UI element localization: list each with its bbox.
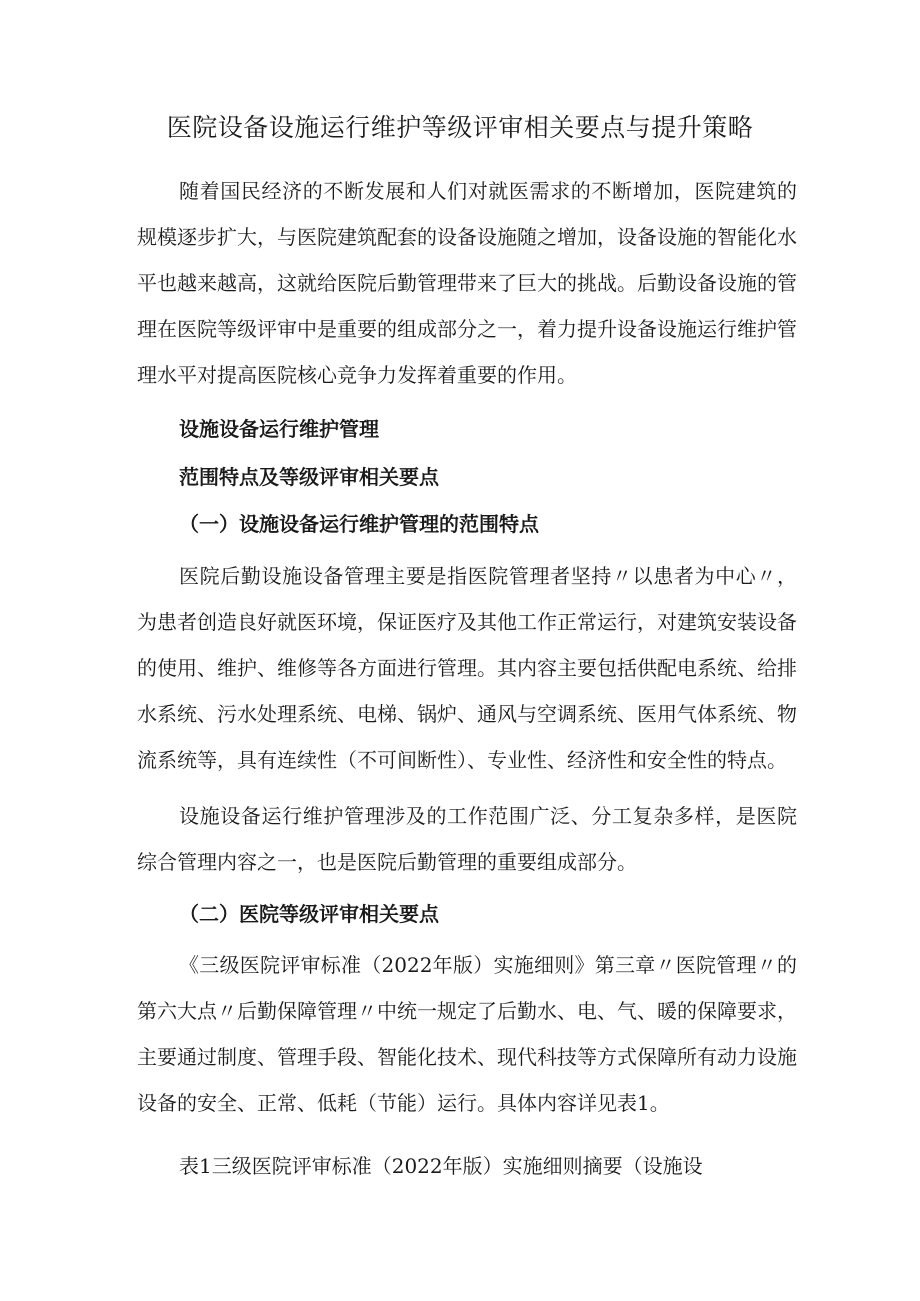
subsection-2-title: （二）医院等级评审相关要点 (179, 902, 439, 926)
subsection-1-title: （一）设施设备运行维护管理的范围特点 (179, 512, 539, 536)
section-heading-1: 设施设备运行维护管理 (179, 417, 379, 441)
document-title: 医院设备设施运行维护等级评审相关要点与提升策略 (166, 113, 754, 142)
table-caption: 表1三级医院评审标准（2022年版）实施细则摘要（设施设 (179, 1154, 703, 1178)
subsection-2-paragraph-1: 《三级医院评审标准（2022年版）实施细则》第三章〃医院管理〃的第六大点〃后勤保障管理〃中统一规定了后勤水、电、气、暖的保障要求，主要通过制度、管理手段、智能化技术、现代科技等方式保障所有动力设施设备的安全、正常、低耗（节能）运行。具体内容详见表1。 (137, 953, 797, 1115)
intro-paragraph: 随着国民经济的不断发展和人们对就医需求的不断增加，医院建筑的规模逐步扩大，与医院建筑配套的设备设施随之增加，设备设施的智能化水平也越来越高，这就给医院后勤管理带来了巨大的挑战。后勤设备设施的管理在医院等级评审中是重要的组成部分之一，着力提升设备设施运行维护管理水平对提高医院核心竞争力发挥着重要的作用。 (137, 179, 797, 387)
section-heading-2: 范围特点及等级评审相关要点 (179, 465, 439, 489)
subsection-1-paragraph-2: 设施设备运行维护管理涉及的工作范围广泛、分工复杂多样，是医院综合管理内容之一，也是医院后勤管理的重要组成部分。 (137, 804, 797, 874)
subsection-1-paragraph-1: 医院后勤设施设备管理主要是指医院管理者坚持〃以患者为中心〃，为患者创造良好就医环境，保证医疗及其他工作正常运行，对建筑安装设备的使用、维护、维修等各方面进行管理。其内容主要包括供配电系统、给排水系统、污水处理系统、电梯、锅炉、通风与空调系统、医用气体系统、物流系统等，具有连续性（不可间断性）、专业性、经济性和安全性的特点。 (137, 564, 797, 772)
